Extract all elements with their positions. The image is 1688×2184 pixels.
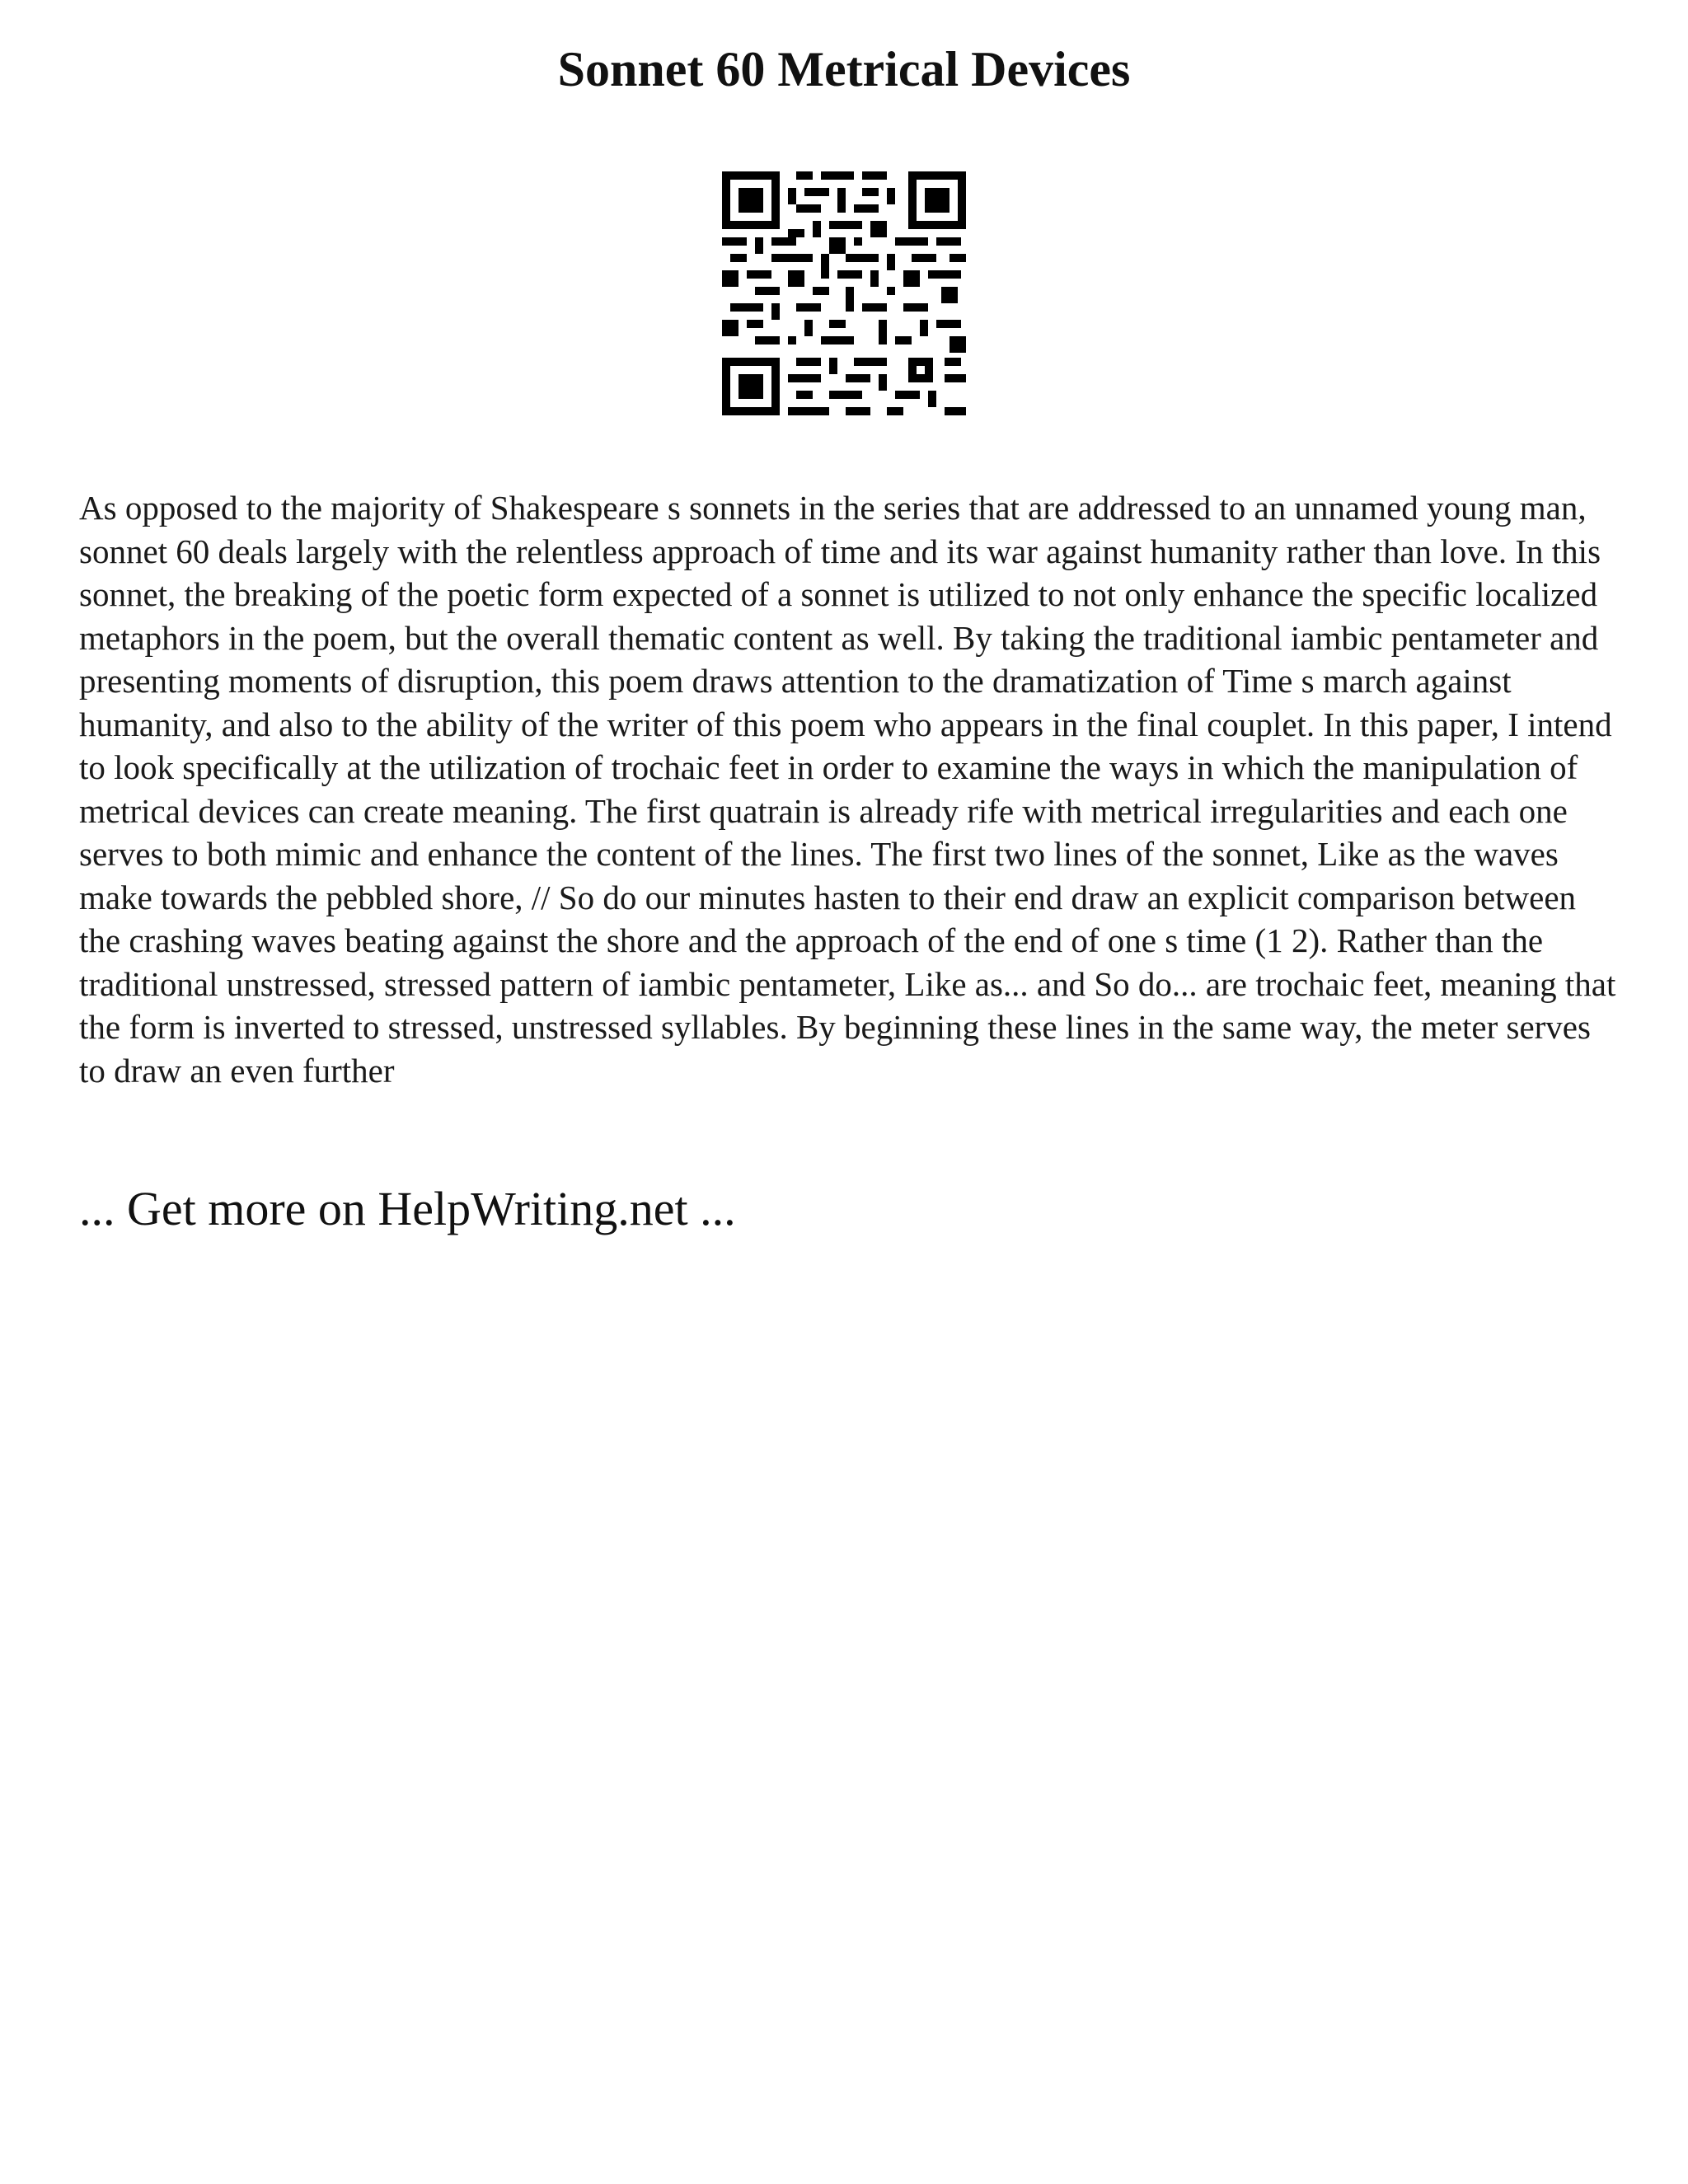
body-paragraph: As opposed to the majority of Shakespeare s sonnets in the series that are addressed to an unnamed young man, sonnet 60 deals largely with the relentless approach of time and its war against humanity rather than love. In this sonnet, the breaking of the poetic form expected of a sonnet is utilized to not only enhance the specific localized metaphors in the poem, but the overall thematic content as well. By taking the traditional iambic pentameter and presenting moments of disruption, this poem draws attention to the dramatization of Time s march against humanity, and also to the ability of the writer of this poem who appears in the final couplet. In this paper, I intend to look specifically at the utilization of trochaic feet in order to examine the ways in which the manipulation of metrical devices can create meaning. The first quatrain is already rife with metrical irregularities and each one serves to both mimic and enhance the content of the lines. The first two lines of the sonnet, Like as the waves make towards the pebbled shore, // So do our minutes hasten to their end draw an explicit comparison between the crashing waves beating against the shore and the approach of the end of one s time (1 2). Rather than the traditional unstressed, stressed pattern of iambic pentameter, Like as... and So do... are trochaic feet, meaning that the form is inverted to stressed, unstressed syllables. By beginning these lines in the same way, the meter serves to draw an even further [79,489,1616,1090]
page-title: Sonnet 60 Metrical Devices [557,42,1131,96]
get-more-link[interactable]: ... Get more on HelpWriting.net ... [79,1182,736,1235]
qr-code-icon [722,171,966,415]
